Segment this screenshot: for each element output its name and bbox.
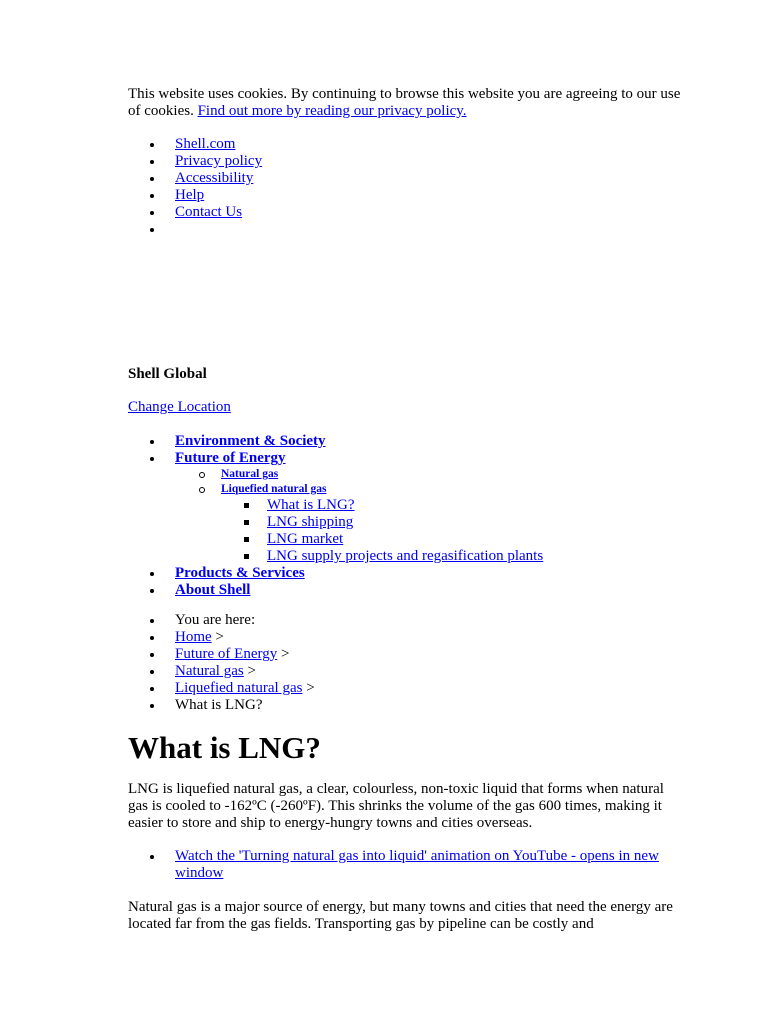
nav-future-energy-link[interactable]: Future of Energy [175, 450, 286, 466]
change-location [128, 399, 231, 416]
cookie-notice-text: This website uses cookies. By continuing to browse this website you are agreeing to our use of cookies. [128, 86, 681, 119]
breadcrumb-home-link[interactable]: Home [175, 629, 212, 645]
utility-item [128, 170, 688, 187]
lng-supply-link[interactable]: LNG supply projects and regasification plants [267, 548, 544, 564]
breadcrumb [128, 612, 688, 714]
change-location-link[interactable]: Change Location [128, 399, 231, 415]
breadcrumb-future-energy-link[interactable]: Future of Energy [175, 646, 278, 662]
article-paragraph: Natural gas is a major source of energy, but many towns and cities that need the energy are located far from the gas fields. Transporting gas by pipeline can be costly and [128, 899, 673, 932]
utility-item [128, 153, 688, 170]
breadcrumb-current-item [128, 697, 688, 714]
breadcrumb-item [128, 680, 688, 697]
accessibility-link[interactable]: Accessibility [175, 170, 254, 186]
lng-subnav-item [128, 514, 688, 531]
subnav-natural-gas-link[interactable]: Natural gas [221, 468, 279, 480]
nav-about-link[interactable]: About Shell [175, 582, 251, 598]
shell-com-link[interactable]: Shell.com [175, 136, 236, 152]
article-intro: LNG is liquefied natural gas, a clear, colourless, non-toxic liquid that forms when natural gas is cooled to -162ºC (-260ºF). This shrinks the volume of the gas 600 times, making it easier to store and ship to energy-hungry towns and cities overseas. [128, 781, 664, 831]
lng-market-link[interactable]: LNG market [267, 531, 344, 547]
nav-item-future-energy [128, 450, 688, 565]
video-link-list [128, 848, 688, 882]
utility-item [128, 204, 688, 221]
lng-shipping-link[interactable]: LNG shipping [267, 514, 354, 530]
breadcrumb-separator: > [277, 646, 290, 662]
page-title: What is LNG? [128, 730, 321, 765]
main-nav [128, 433, 688, 599]
what-is-lng-link[interactable]: What is LNG? [267, 497, 355, 513]
nav-item-about [128, 582, 688, 599]
utility-links [128, 136, 688, 238]
subnav-item-natural-gas [128, 467, 688, 482]
breadcrumb-separator: > [211, 629, 224, 645]
subnav-lng-link[interactable]: Liquefied natural gas [221, 483, 327, 495]
privacy-policy-nav-link[interactable]: Privacy policy [175, 153, 263, 169]
breadcrumb-separator: > [302, 680, 315, 696]
utility-item [128, 187, 688, 204]
lng-submenu [128, 497, 688, 565]
breadcrumb-label-item [128, 612, 688, 629]
contact-us-link[interactable]: Contact Us [175, 204, 243, 220]
breadcrumb-item [128, 629, 688, 646]
nav-item-products [128, 565, 688, 582]
lng-subnav-item [128, 531, 688, 548]
breadcrumb-lng-link[interactable]: Liquefied natural gas [175, 680, 303, 696]
breadcrumb-natural-gas-link[interactable]: Natural gas [175, 663, 244, 679]
cookie-notice [128, 86, 688, 120]
breadcrumb-current: What is LNG? [175, 697, 263, 713]
utility-item-empty [128, 221, 688, 238]
breadcrumb-label: You are here: [175, 612, 256, 628]
lng-subnav-item [128, 548, 688, 565]
youtube-animation-link[interactable]: Watch the 'Turning natural gas into liquid' animation on YouTube - opens in new window [175, 848, 659, 881]
site-name-label: Shell Global [128, 366, 207, 382]
help-link[interactable]: Help [175, 187, 205, 203]
privacy-policy-link[interactable]: Find out more by reading our privacy policy. [197, 103, 467, 119]
subnav-item-lng [128, 482, 688, 565]
nav-environment-link[interactable]: Environment & Society [175, 433, 326, 449]
future-energy-submenu [128, 467, 688, 565]
nav-item-environment [128, 433, 688, 450]
breadcrumb-separator: > [243, 663, 256, 679]
breadcrumb-item [128, 646, 688, 663]
lng-subnav-item [128, 497, 688, 514]
utility-item [128, 136, 688, 153]
breadcrumb-item [128, 663, 688, 680]
video-link-item [128, 848, 688, 882]
site-name [128, 366, 207, 383]
nav-products-link[interactable]: Products & Services [175, 565, 305, 581]
